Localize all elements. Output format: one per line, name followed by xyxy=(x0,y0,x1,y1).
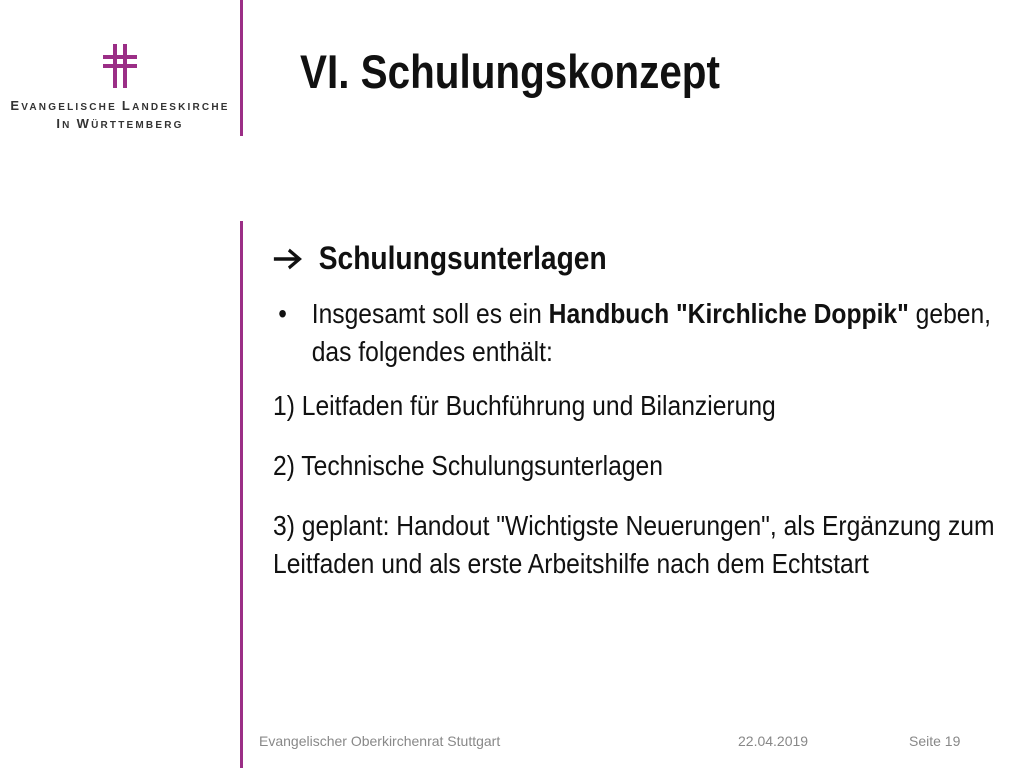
divider-line-top xyxy=(240,0,243,136)
slide-title: VI. Schulungskonzept xyxy=(300,45,720,98)
footer-page-number: Seite 19 xyxy=(909,733,961,749)
list-item-2: 2) Technische Schulungsunterlagen xyxy=(273,450,663,481)
footer-organization: Evangelischer Oberkirchenrat Stuttgart xyxy=(259,733,501,749)
list-item-3: 3) geplant: Handout "Wichtigste Neuerungen", als Ergänzung zum Leitfaden und als erste Arbeitshilfe nach dem Echtstart xyxy=(273,510,995,579)
logo-text-line1: EVANGELISCHE LANDESKIRCHE xyxy=(10,98,230,113)
arrow-right-icon xyxy=(273,248,303,270)
bullet-text: Insgesamt soll es ein Handbuch "Kirchliche Doppik" geben, das folgendes enthält: xyxy=(311,298,992,367)
footer-date: 22.04.2019 xyxy=(738,733,809,749)
divider-line-bottom xyxy=(240,221,243,768)
church-logo xyxy=(0,0,240,140)
section-heading xyxy=(273,240,995,277)
list-item-1: 1) Leitfaden für Buchführung und Bilanzierung xyxy=(273,390,776,421)
cross-icon xyxy=(103,44,137,88)
section-heading-text: Schulungsunterlagen xyxy=(318,240,607,276)
logo-text-line2: IN WÜRTTEMBERG xyxy=(56,116,184,131)
slide-content xyxy=(273,240,995,605)
bullet-symbol: • xyxy=(278,298,287,329)
bullet-item xyxy=(273,295,995,371)
handbook-name: Handbuch "Kirchliche Doppik" xyxy=(548,298,909,329)
